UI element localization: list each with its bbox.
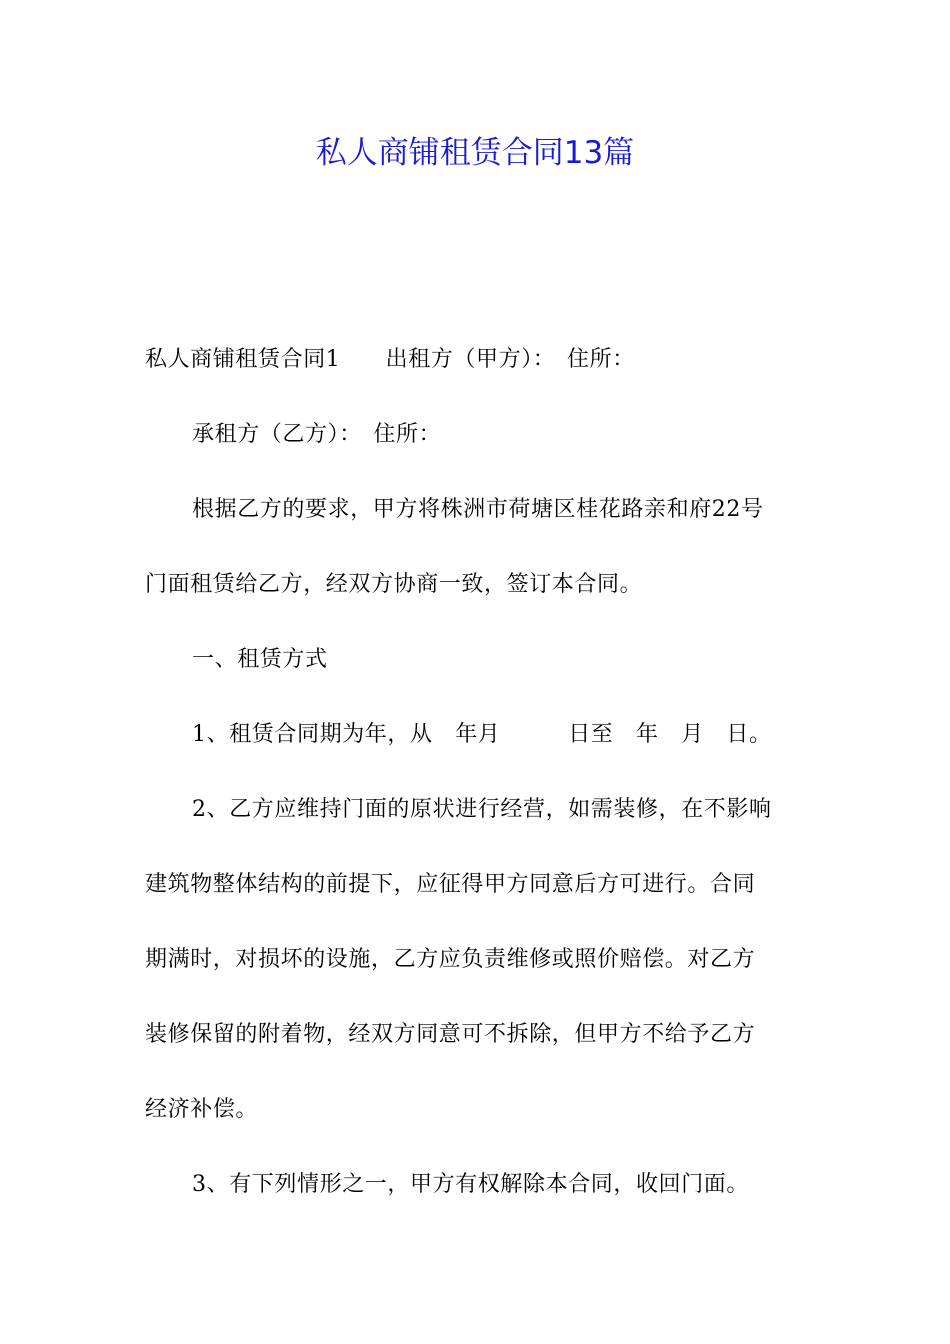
clause-2-line-2: 建筑物整体结构的前提下，应征得甲方同意后方可进行。合同 <box>145 872 756 897</box>
clause-2-line-5: 经济补偿。 <box>145 1097 259 1122</box>
clause-2-line-3: 期满时，对损坏的设施，乙方应负责维修或照价赔偿。对乙方 <box>145 947 756 972</box>
paragraph-line-lessee: 承租方（乙方）： 住所： <box>192 422 442 447</box>
document-title: 私人商铺租赁合同13篇 <box>315 135 635 171</box>
clause-2-line-1: 2、乙方应维持门面的原状进行经营，如需装修，在不影响 <box>192 797 772 822</box>
paragraph-line-intro-1: 根据乙方的要求，甲方将株洲市荷塘区桂花路亲和府22号 <box>192 497 764 522</box>
clause-1-line: 1、租赁合同期为年，从 年月 日至 年 月 日。 <box>192 722 772 747</box>
clause-3-line: 3、有下列情形之一，甲方有权解除本合同，收回门面。 <box>192 1172 749 1197</box>
section-heading-lease-method: 一、租赁方式 <box>192 647 328 672</box>
paragraph-line-intro-2: 门面租赁给乙方，经双方协商一致，签订本合同。 <box>145 572 643 597</box>
paragraph-line-parties-lessor: 私人商铺租赁合同1 出租方（甲方）： 住所： <box>145 347 635 372</box>
clause-2-line-4: 装修保留的附着物，经双方同意可不拆除，但甲方不给予乙方 <box>145 1022 756 1047</box>
